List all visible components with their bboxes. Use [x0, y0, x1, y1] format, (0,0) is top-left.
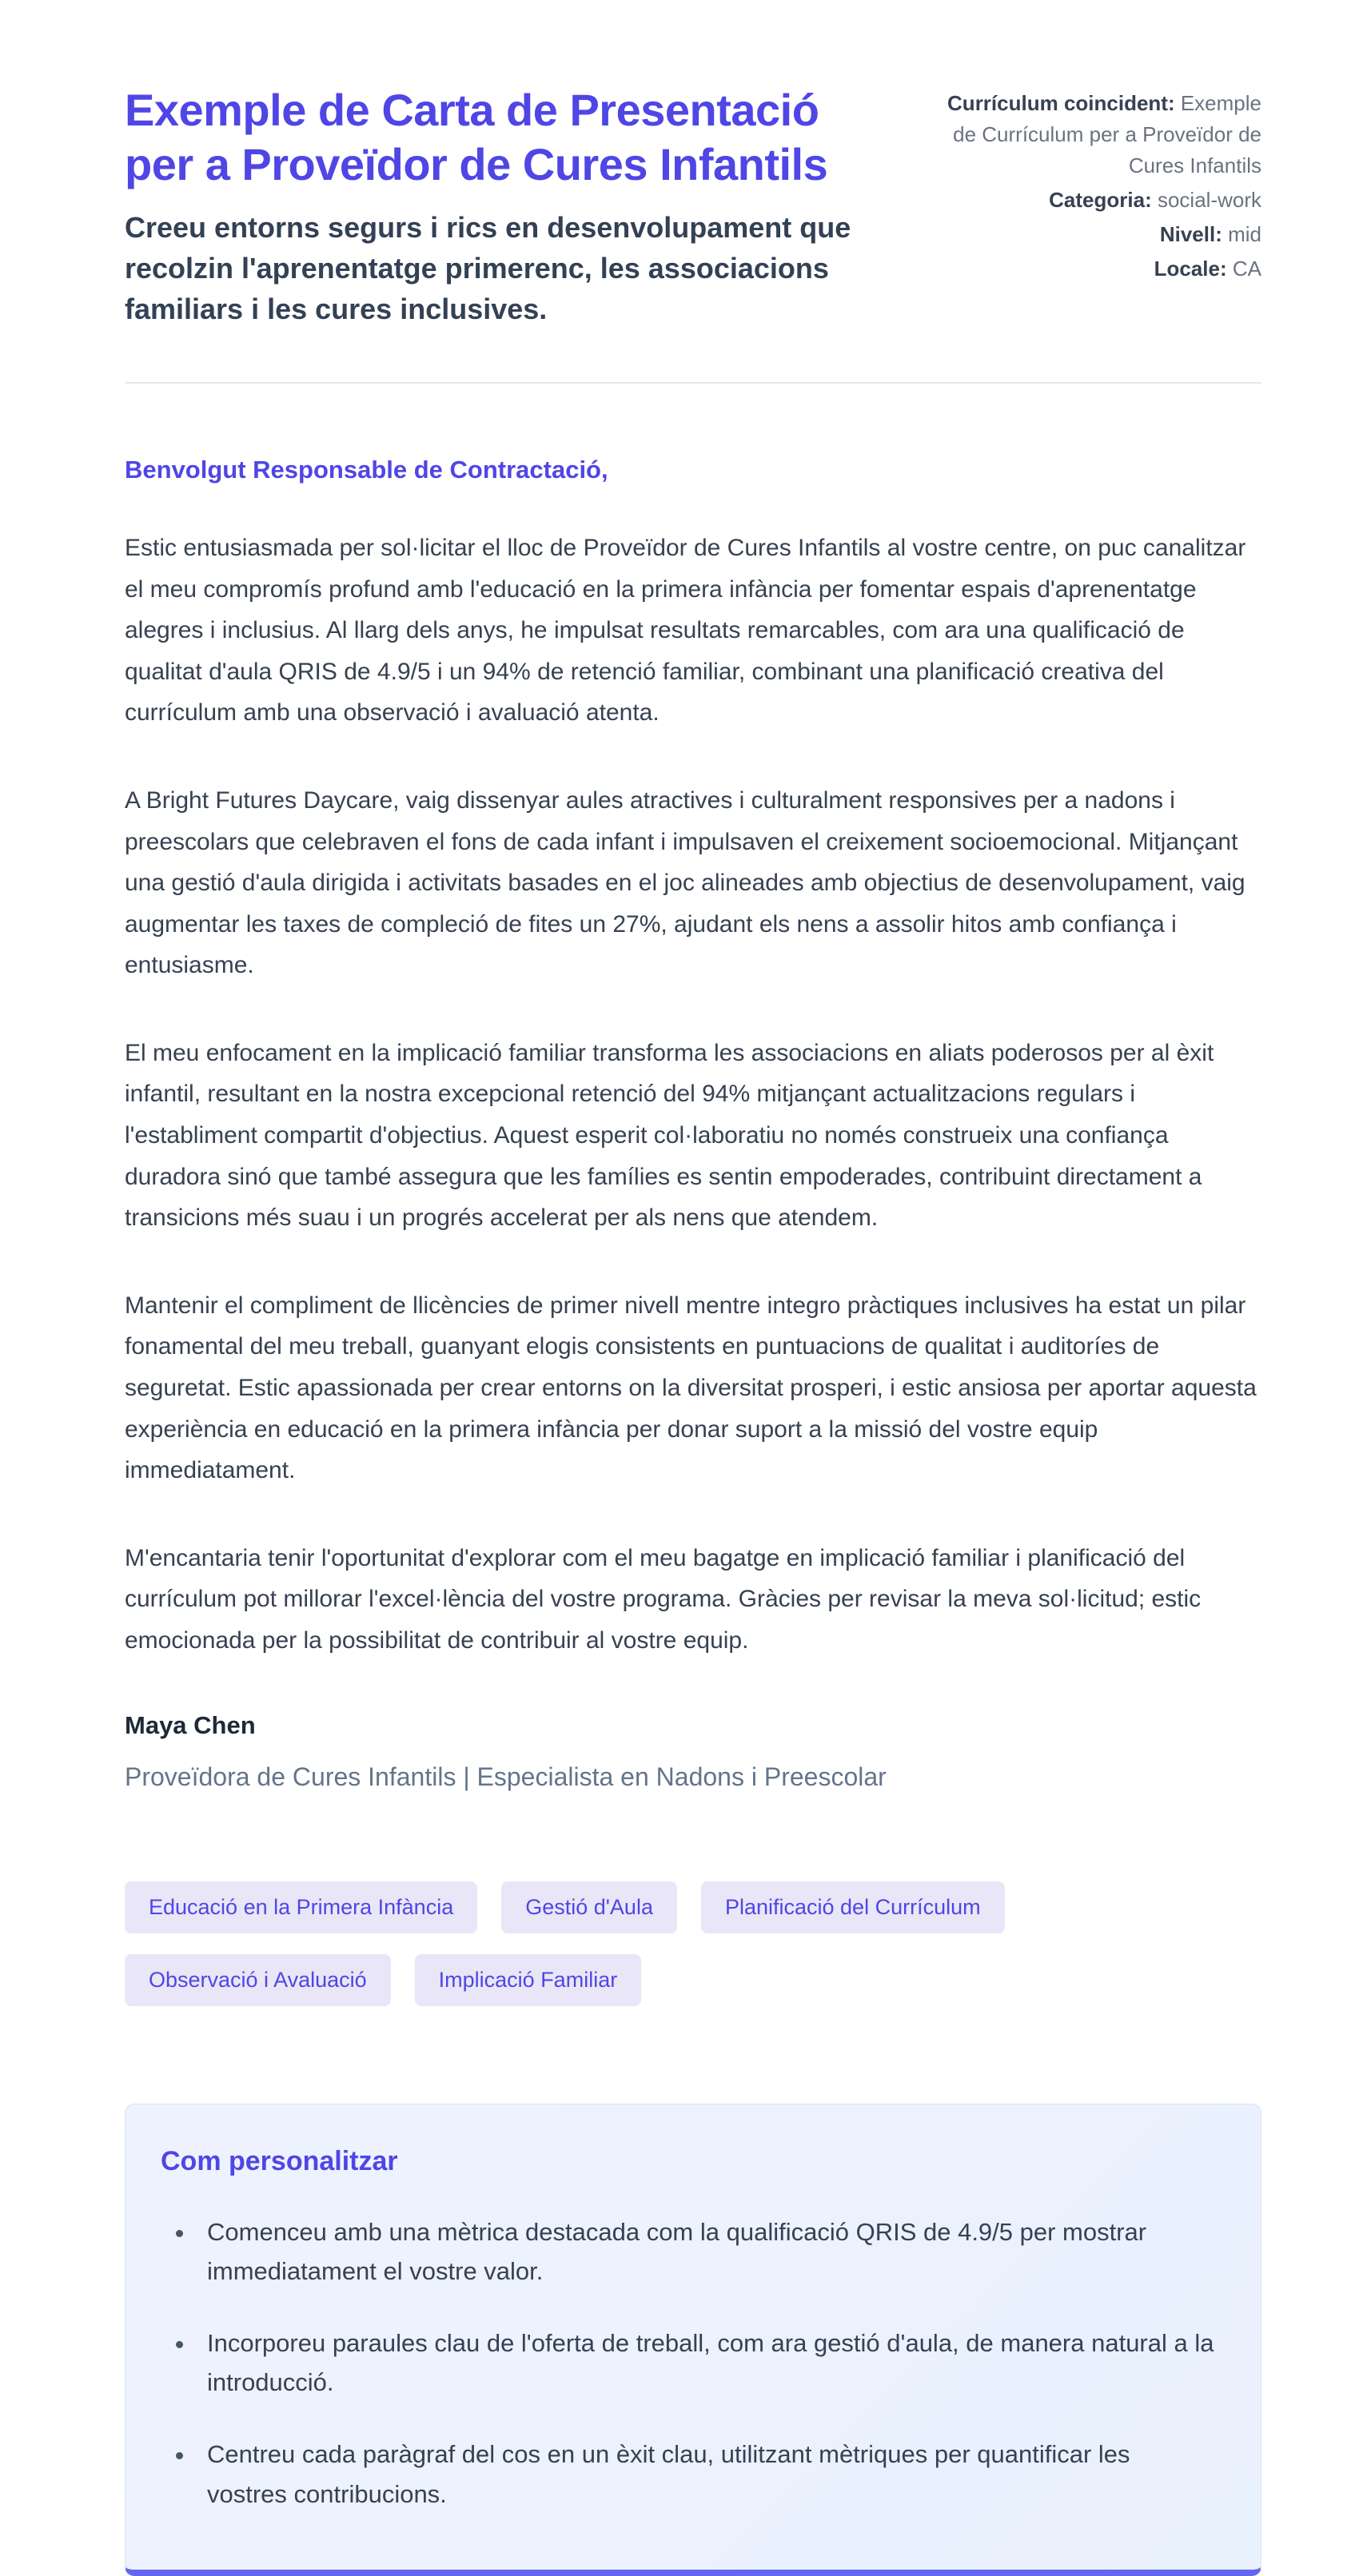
letter-paragraph: El meu enfocament en la implicació familiar transforma les associacions en aliats poderosos per al èxit infantil, resultant en la nostra excepcional retenció del 94% mitjançant actualitzacions regulars i l'establiment compartit d'objectius. Aquest esperit col·laboratiu no només construeix una confiança duradora sinó que també assegura que les famílies es sentin empoderades, contribuint directament a transicions més suau i un progrés accelerat per als nens que atendem. — [125, 1039, 1214, 1232]
meta-value: mid — [1228, 222, 1261, 246]
tag-chip-early-childhood[interactable]: Educació en la Primera Infància — [125, 1881, 477, 1933]
meta-item-curriculum — [942, 88, 1261, 181]
letter-paragraph: Mantenir el compliment de llicències de primer nivell mentre integro pràctiques inclusives ha estat un pilar fonamental del meu treball, guanyant elogis consistents en puntuacions de qualitat i auditoríes de seguretat. Estic apassionada per crear entorns on la diversitat prosperi, i estic ansiosa per aportar aquesta experiència en educació en la primera infància per donar suport a la missió del vostre equip immediatament. — [125, 1292, 1257, 1484]
meta-label: Currículum coincident: — [947, 91, 1175, 115]
header-divider — [125, 382, 1261, 384]
tips-box — [125, 2104, 1261, 2576]
letter — [125, 456, 1261, 2576]
tips-title: Com personalitzar — [161, 2145, 398, 2176]
header — [125, 83, 1261, 329]
signature-role: Proveïdora de Cures Infantils | Especialista en Nadons i Preescolar — [125, 1762, 887, 1791]
meta-value: social-work — [1157, 188, 1261, 212]
meta-list — [942, 83, 1261, 288]
tag-chip-curriculum-planning[interactable]: Planificació del Currículum — [701, 1881, 1005, 1933]
tag-chip-family-engagement[interactable]: Implicació Familiar — [415, 1954, 642, 2006]
header-title-block — [125, 83, 884, 329]
tip-item: • Centreu cada paràgraf del cos en un èxit clau, utilitzant mètriques per quantificar les vostres contribucions. — [196, 2435, 1216, 2514]
signature-name: Maya Chen — [125, 1710, 256, 1739]
meta-label: Locale: — [1154, 257, 1227, 281]
meta-label: Categoria: — [1049, 188, 1152, 212]
page-title: Exemple de Carta de Presentació per a Proveïdor de Cures Infantils — [125, 85, 828, 190]
letter-paragraph: A Bright Futures Daycare, vaig dissenyar aules atractives i culturalment responsives per a nadons i preescolars que celebraven el fons de cada infant i impulsaven el creixement socioemocional. Mitjançant una gestió d'aula dirigida i activitats basades en el joc alineades amb objectius de desenvolupament, vaig augmentar les taxes de compleció de fites un 27%, ajudant els nens a assolir hitos amb confiança i entusiasme. — [125, 786, 1245, 979]
tag-chip-classroom-management[interactable]: Gestió d'Aula — [501, 1881, 677, 1933]
letter-body — [125, 528, 1261, 1662]
tag-chip-observation-assessment[interactable]: Observació i Avaluació — [125, 1954, 391, 2006]
letter-paragraph: Estic entusiasmada per sol·licitar el lloc de Proveïdor de Cures Infantils al vostre centre, on puc canalitzar el meu compromís profund amb l'educació en la primera infància per fomentar espais d'aprenentatge alegres i inclusius. Al llarg dels anys, he impulsat resultats remarcables, com ara una qualificació de qualitat d'aula QRIS de 4.9/5 i un 94% de retenció familiar, combinant una planificació creativa del currículum amb una observació i avaluació atenta. — [125, 534, 1246, 727]
meta-value: Exemple de Currículum per a Proveïdor de Cures Infantils — [953, 91, 1261, 177]
tip-item: • Incorporeu paraules clau de l'oferta de treball, com ara gestió d'aula, de manera natural a la introducció. — [196, 2323, 1216, 2403]
page-subtitle: Creeu entorns segurs i rics en desenvolupament que recolzin l'aprenentatge primerenc, les associacions familiars i les cures inclusives. — [125, 210, 851, 325]
tag-list — [125, 1881, 1228, 2006]
tips-list — [161, 2212, 1216, 2514]
letter-greeting: Benvolgut Responsable de Contractació, — [125, 455, 608, 484]
meta-label: Nivell: — [1159, 222, 1222, 246]
letter-paragraph: M'encantaria tenir l'oportunitat d'explorar com el meu bagatge en implicació familiar i planificació del currículum pot millorar l'excel·lència del vostre programa. Gràcies per revisar la meva sol·licitud; estic emocionada per la possibilitat de contribuir al vostre equip. — [125, 1544, 1202, 1654]
meta-item-locale — [942, 253, 1261, 285]
meta-item-category — [942, 185, 1261, 216]
meta-item-level — [942, 219, 1261, 250]
meta-value: CA — [1232, 257, 1261, 281]
tip-item: • Comenceu amb una mètrica destacada com la qualificació QRIS de 4.9/5 per mostrar immediatament el vostre valor. — [196, 2212, 1216, 2291]
